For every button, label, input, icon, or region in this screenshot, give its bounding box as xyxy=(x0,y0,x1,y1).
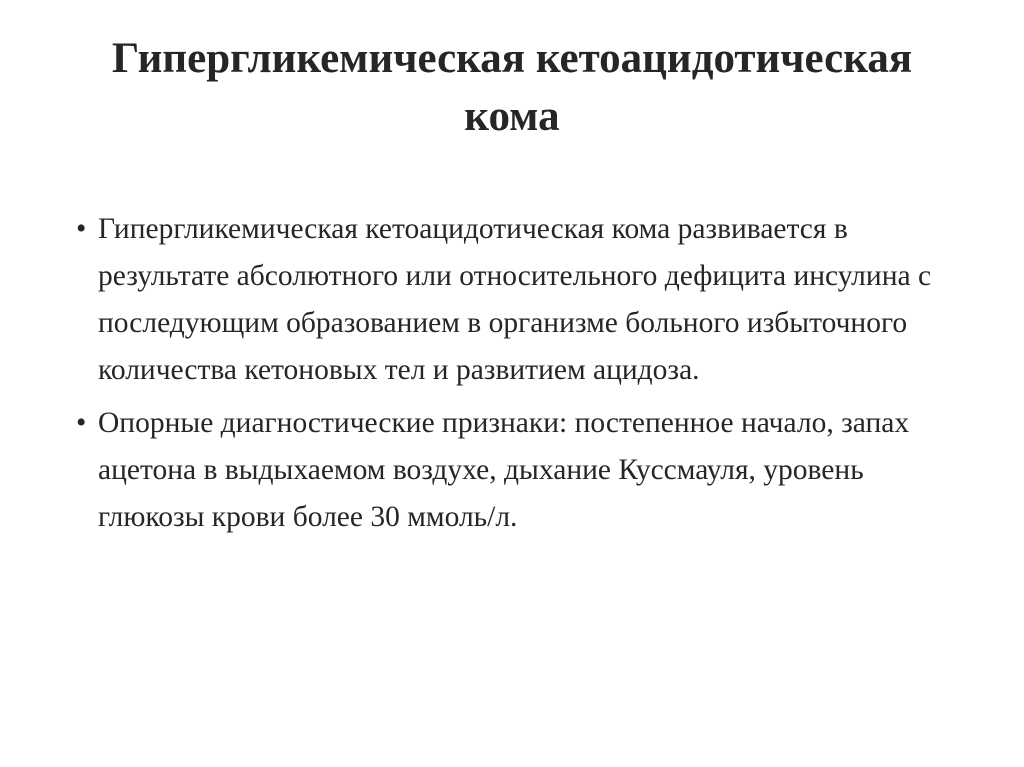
bullet-marker: • xyxy=(76,407,87,439)
bullet-item-diagnostic-signs xyxy=(76,400,956,541)
slide-title xyxy=(60,30,964,146)
bullet-item-definition xyxy=(76,206,956,394)
bullet-list xyxy=(76,206,956,547)
bullet-marker: • xyxy=(76,213,87,245)
slide-title-line-2: кома xyxy=(464,93,560,140)
bullet-text-diagnostic-signs: Опорные диагностические признаки: постепенное начало, запах ацетона в выдыхаемом воздухе, дыхание Куссмауля, уровень глюкозы крови более 30 ммоль/л. xyxy=(98,407,910,533)
slide-title-line-1: Гипергликемическая кетоацидотическая xyxy=(111,35,913,82)
bullet-text-definition: Гипергликемическая кетоацидотическая кома развивается в результате абсолютного или относительного дефицита инсулина с последующим образованием в организме больного избыточного количества кетоновых тел и развитием ацидоза. xyxy=(98,213,932,386)
